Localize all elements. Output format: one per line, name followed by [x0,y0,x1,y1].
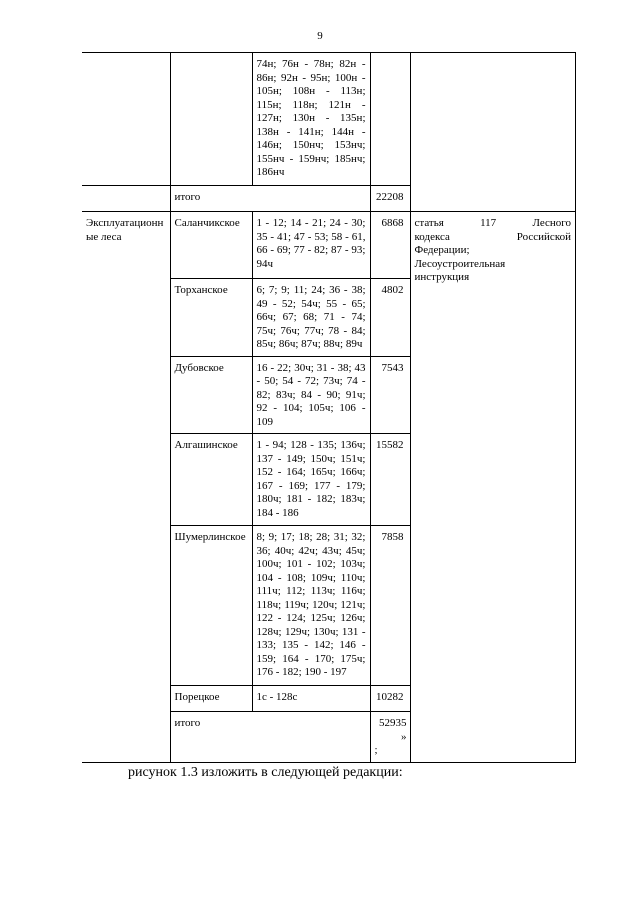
quarters-list: 6; 7; 9; 11; 24; 36 - 38; 49 - 52; 54ч; 55 - 65; 66ч; 67; 68; 71 - 74; 75ч; 76ч; 77ч; 78 - 84; 85ч; 86ч; 87ч; 88ч; 89ч [252,279,370,357]
caption-text: рисунок 1.3 изложить в следующей редакции: [128,765,403,780]
forestry-cell-empty [170,53,252,186]
basis-word: 117 [480,217,497,229]
subtotal-label: итого [170,186,370,212]
area-value: 4802 [370,279,410,357]
subtotal-area-cell [370,712,410,763]
basis-line-1 [415,217,572,231]
table-row-subtotal [82,186,576,212]
table-row-continuation [82,53,576,186]
page-number: 9 [317,30,323,42]
subtotal-area: 52935» [379,717,407,743]
area-value: 10282 [370,686,410,712]
basis-line-5: инструкция [414,271,470,283]
basis-line-2 [415,231,572,245]
quarters-cell: 74н; 76н - 78н; 82н - 86н; 92н - 95н; 100н - 105н; 108н - 113н; 115н; 118н; 121н - 127н; 130н - 135н; 138н - 141н; 144н - 146н; 150нч; 153нч; 155нч - 159нч; 185нч; 186нч [252,53,370,186]
area-cell-empty [370,53,410,186]
forest-table [82,52,576,763]
table-row [82,212,576,279]
area-value: 7858 [370,526,410,686]
quarters-list: 1 - 12; 14 - 21; 24 - 30; 35 - 41; 47 - 53; 58 - 61, 66 - 69; 77 - 82; 87 - 93; 94ч [252,212,370,279]
basis-word: кодекса [414,230,450,243]
category-cell-empty [82,53,170,186]
category-cell-empty [82,186,170,212]
subtotal-label: итого [170,712,370,763]
basis-word: статья [414,217,444,229]
basis-line-4: Лесоустроительная [414,257,506,270]
forestry-name: Шумерлинское [170,526,252,686]
forestry-name: Дубовское [170,356,252,434]
basis-cell [410,212,576,763]
category-cell [82,212,170,763]
forestry-name: Торханское [170,279,252,357]
basis-cell-empty [410,186,576,212]
category-label: Эксплуатационн ые леса [86,217,164,243]
quarters-list: 8; 9; 17; 18; 28; 31; 32; 36; 40ч; 42ч; 43ч; 45ч; 100ч; 101 - 102; 103ч; 104 - 108; 109ч; 110ч; 111ч; 112; 113ч; 116ч; 118ч; 119ч; 120ч; 121ч; 122 - 124; 125ч; 126ч; 128ч; 129ч; 130ч; 131 - 133; 135 - 142; 146 - 159; 164 - 170; 175ч; 176 - 182; 190 - 197 [252,526,370,686]
basis-line-3: Федерации; [414,244,470,256]
area-value: 15582 [370,434,410,526]
subtotal-area: 22208 [370,186,410,212]
area-value: 7543 [370,356,410,434]
quarters-list: 1с - 128с [252,686,370,712]
basis-cell-empty [410,53,576,186]
basis-word: Лесного [532,217,571,229]
subtotal-area-suffix: ; [374,744,378,756]
forestry-name: Алгашинское [170,434,252,526]
forestry-name: Порецкое [170,686,252,712]
quarters-list: 16 - 22; 30ч; 31 - 38; 43 - 50; 54 - 72; 73ч; 74 - 82; 83ч; 84 - 90; 91ч; 92 - 104; 105ч; 106 - 109 [252,356,370,434]
quarters-list: 1 - 94; 128 - 135; 136ч; 137 - 149; 150ч; 151ч; 152 - 164; 165ч; 166ч; 167 - 169; 177 - 179; 180ч; 181 - 182; 183ч; 184 - 186 [252,434,370,526]
area-value: 6868 [370,212,410,279]
forestry-name: Саланчикское [170,212,252,279]
basis-word: Российской [516,230,571,243]
